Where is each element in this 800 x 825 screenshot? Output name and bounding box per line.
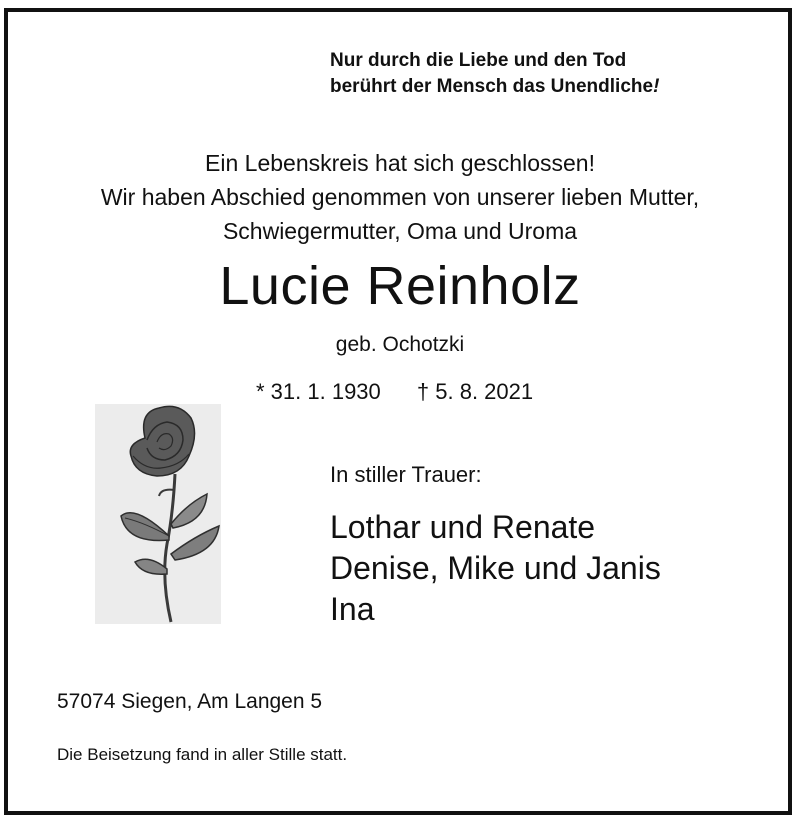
mourner-line: Denise, Mike und Janis [330, 550, 661, 586]
life-dates [256, 377, 533, 407]
intro-line-1: Ein Lebenskreis hat sich geschlossen! [205, 150, 595, 176]
intro-text [0, 146, 800, 248]
mourner-line: Ina [330, 591, 375, 627]
mourner-line: Lothar und Renate [330, 509, 596, 545]
motto [330, 48, 659, 100]
death-date: † 5. 8. 2021 [416, 379, 534, 404]
maiden-name: geb. Ochotzki [335, 333, 465, 356]
mourners-list [330, 507, 661, 630]
birth-date: * 31. 1. 1930 [256, 379, 381, 404]
intro-line-3: Schwiegermutter, Oma und Uroma [222, 218, 578, 244]
motto-line-2 [330, 74, 659, 100]
mourning-label: In stiller Trauer: [330, 462, 482, 487]
rose-image [95, 404, 221, 624]
motto-line-1: Nur durch die Liebe und den Tod [330, 50, 627, 71]
deceased-name: Lucie Reinholz [219, 256, 581, 316]
address: 57074 Siegen, Am Langen 5 [57, 690, 323, 713]
motto-line-2-text: berührt der Mensch das Unendliche [330, 76, 654, 97]
burial-note: Die Beisetzung fand in aller Stille statt. [57, 745, 348, 764]
rose-icon [95, 404, 221, 624]
intro-line-2: Wir haben Abschied genommen von unserer lieben Mutter, [100, 184, 700, 210]
motto-exclamation: ! [653, 76, 660, 97]
